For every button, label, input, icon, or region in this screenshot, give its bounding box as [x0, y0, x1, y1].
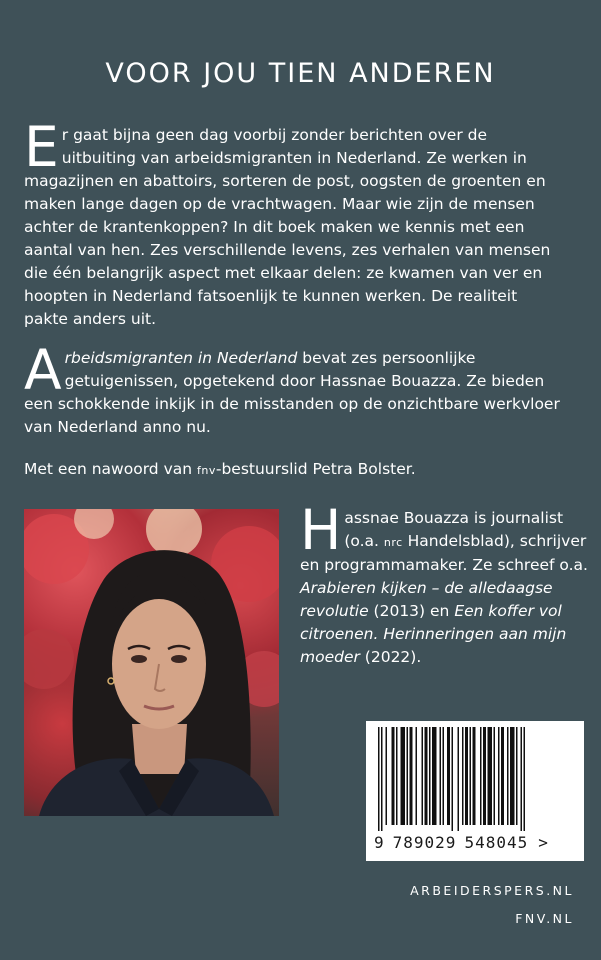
book-title-italic: Een koffer vol citroenen. Herinneringen aan mijn moeder: [300, 602, 567, 666]
book-subtitle-italic: rbeidsmigranten in Nederland: [64, 349, 298, 367]
author-bio: [300, 498, 590, 669]
drop-cap: E: [24, 115, 59, 179]
book-title: VOOR JOU TIEN ANDEREN: [105, 58, 496, 89]
bio-text: (2013) en: [368, 602, 455, 620]
bio-text: assnae Bouazza is journalist (o.a.: [344, 509, 564, 550]
barcode-arrow: >: [538, 833, 549, 852]
author-portrait-illustration: [24, 509, 279, 816]
barcode-bars: [376, 727, 576, 831]
barcode-digits: [374, 833, 549, 852]
afterword-text: Met een nawoord van: [24, 460, 197, 478]
barcode-group-2: 548045: [464, 833, 529, 852]
blurb-paragraph-1: [24, 115, 564, 331]
nrc-smallcaps: nrc: [383, 536, 403, 549]
bio-text: Handelsblad), schrijver en programmamaker. Ze schreef o.a.: [300, 532, 588, 574]
paragraph-text: bevat zes persoonlijke getuigenissen, opgetekend door Hassnae Bouazza. Ze bieden een schokkende inkijk in de misstanden op de onzichtbare werkvloer van Nederland anno nu.: [24, 349, 560, 436]
paragraph-text: r gaat bijna geen dag voorbij zonder berichten over de uitbuiting van arbeidsmigranten in Nederland. Ze werken in magazijnen en abattoirs, sorteren de post, oogsten de groenten en maken lange dagen op de vrachtwagen. Maar wie zijn de mensen achter de krantenkoppen? In dit boek maken we kennis met een aantal van hen. Zes verschillende levens, zes verhalen van mensen die één belangrijk aspect met elkaar delen: ze kwamen van ver en hoopten in Nederland fatsoenlijk te kunnen werken. De realiteit pakte anders uit.: [24, 126, 551, 328]
fnv-url[interactable]: FNV.NL: [515, 911, 574, 926]
barcode-group-1: 789029: [392, 833, 457, 852]
barcode-first-digit: 9: [374, 833, 385, 852]
publisher-url[interactable]: ARBEIDERSPERS.NL: [410, 883, 574, 898]
bio-text: (2022).: [359, 648, 422, 666]
afterword-text-end: -bestuurslid Petra Bolster.: [215, 460, 416, 478]
isbn-barcode: [366, 721, 584, 861]
blurb-paragraph-2: [24, 338, 564, 439]
book-title-italic: Arabieren kijken – de alledaagse revolutie: [300, 579, 553, 620]
fnv-smallcaps: fnv: [197, 464, 216, 477]
drop-cap: A: [24, 338, 62, 402]
author-photo: [24, 509, 279, 816]
afterword-note: [24, 458, 564, 482]
drop-cap: H: [300, 498, 342, 562]
